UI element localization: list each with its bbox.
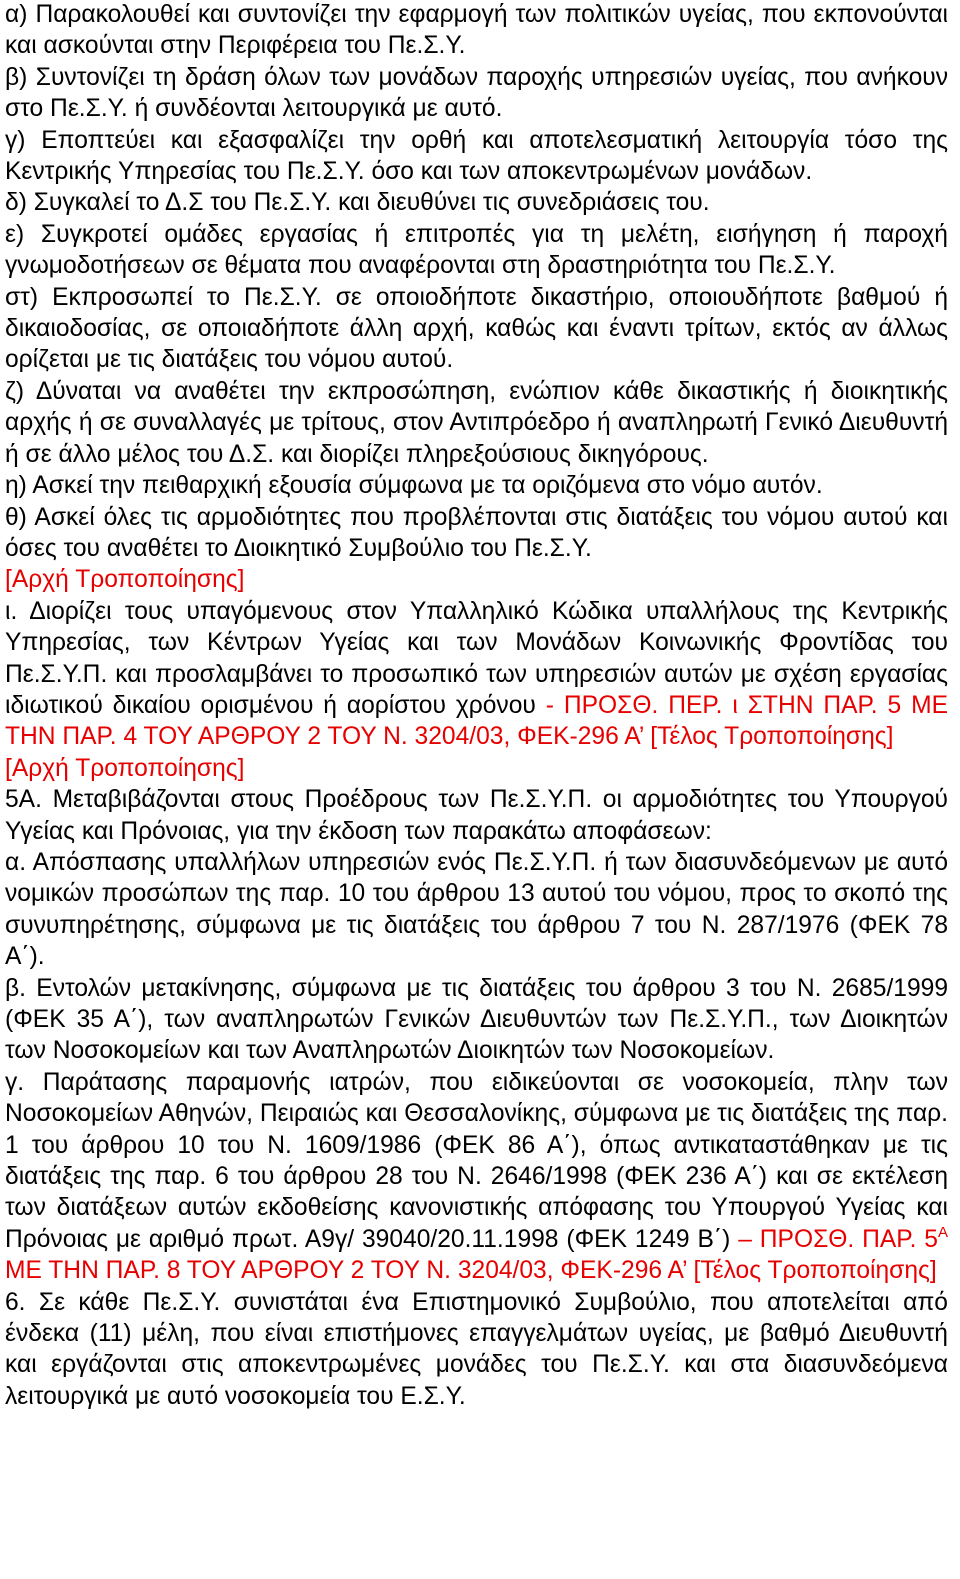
clause-zeta-text: ζ) Δύναται να αναθέτει την εκπροσώπηση, ενώπιον κάθε δικαστικής ή διοικητικής αρχής ή σε συναλλαγές με τρίτους, στον Αντιπρόεδρο ή αναπληρωτή Γενικό Διευθυντή ή σε άλλο μέλος του Δ.Σ. και διορίζει πληρεξούσιους δικηγόρους.: [5, 377, 948, 468]
clause-theta-text: θ) Ασκεί όλες τις αρμοδιότητες που προβλέπονται στις διατάξεις του νόμου αυτού και όσες του αναθέτει το Διοικητικό Συμβούλιο του Πε.Σ.Υ.: [5, 503, 948, 562]
clause-iota-amendment-note: - ΠΡΟΣΘ. ΠΕΡ. ι ΣΤΗΝ ΠΑΡ. 5 ΜΕ ΤΗΝ ΠΑΡ. 4 ΤΟΥ ΑΡΘΡΟΥ 2 ΤΟΥ Ν. 3204/03, ΦΕΚ-296 Α’ [Τέλος Τροποποίησης]: [5, 691, 948, 751]
clause-beta: [5, 62, 948, 125]
amendment-start-marker-2: [5, 753, 948, 784]
clause-gamma: [5, 125, 948, 188]
item-gamma-amendment-superscript: Α: [937, 1223, 948, 1241]
amendment-start-text: [Αρχή Τροποποίησης]: [5, 566, 245, 594]
clause-eta-text: η) Ασκεί την πειθαρχική εξουσία σύμφωνα με τα οριζόμενα στο νόμο αυτόν.: [5, 472, 823, 500]
item-gamma-amendment-note: – ΠΡΟΣΘ. ΠΑΡ. 5: [738, 1225, 938, 1253]
item-gamma-amendment-note-end: ΜΕ ΤΗΝ ΠΑΡ. 8 ΤΟΥ ΑΡΘΡΟΥ 2 ΤΟΥ Ν. 3204/03, ΦΕΚ-296 Α’ [Τέλος Τροποποίησης]: [5, 1257, 937, 1285]
paragraph-6-text: 6. Σε κάθε Πε.Σ.Υ. συνιστάται ένα Επιστημονικό Συμβούλιο, που αποτελείται από ένδεκα (11) μέλη, που είναι επιστήμονες επαγγελμάτων υγείας, με βαθμό Διευθυντή και εργάζονται στις αποκεντρωμένες μονάδες του Πε.Σ.Υ. και στα διασυνδεόμενα λειτουργικά με αυτό νοσοκομεία του Ε.Σ.Υ.: [5, 1288, 948, 1410]
clause-iota: [5, 596, 948, 753]
clause-delta-text: δ) Συγκαλεί το Δ.Σ του Πε.Σ.Υ. και διευθύνει τις συνεδριάσεις του.: [5, 189, 710, 217]
clause-st: [5, 282, 948, 376]
clause-theta: [5, 502, 948, 565]
paragraph-5a: [5, 784, 948, 847]
amendment-start-text-2: [Αρχή Τροποποίησης]: [5, 754, 245, 782]
clause-beta-text: β) Συντονίζει τη δράση όλων των μονάδων παροχής υπηρεσιών υγείας, που ανήκουν στο Πε.Σ.Υ. ή συνδέονται λειτουργικά με αυτό.: [5, 63, 948, 123]
item-beta: [5, 973, 948, 1067]
item-gamma: [5, 1067, 948, 1287]
paragraph-6: [5, 1287, 948, 1413]
clause-epsilon-text: ε) Συγκροτεί ομάδες εργασίας ή επιτροπές για τη μελέτη, εισήγηση ή παροχή γνωμοδοτήσεων σε θέματα που αναφέρονται στη δραστηριότητα του Πε.Σ.Υ.: [5, 220, 948, 280]
clause-alpha: [5, 0, 948, 62]
clause-alpha-text: α) Παρακολουθεί και συντονίζει την εφαρμογή των πολιτικών υγείας, που εκπονούνται και ασκούνται στην Περιφέρεια του Πε.Σ.Υ.: [5, 1, 948, 60]
clause-gamma-text: γ) Εποπτεύει και εξασφαλίζει την ορθή και αποτελεσματική λειτουργία τόσο της Κεντρικής Υπηρεσίας του Πε.Σ.Υ. όσο και των αποκεντρωμένων μονάδων.: [5, 126, 948, 186]
item-gamma-text: γ. Παράτασης παραμονής ιατρών, που ειδικεύονται σε νοσοκομεία, πλην των Νοσοκομείων Αθηνών, Πειραιώς και Θεσσαλονίκης, σύμφωνα με τις διατάξεις της παρ. 1 του άρθρου 10 του Ν. 1609/1986 (ΦΕΚ 86 Α΄), όπως αντικαταστάθηκαν με τις διατάξεις της παρ. 6 του άρθρου 28 του Ν. 2646/1998 (ΦΕΚ 236 Α΄) και σε εκτέλεση των διατάξεων αυτών εκδοθείσης κανονιστικής απόφασης του Υπουργού Υγείας και Πρόνοιας με αριθμό πρωτ. Α9γ/ 39040/20.11.1998 (ΦΕΚ 1249 Β΄): [5, 1068, 948, 1253]
clause-zeta: [5, 376, 948, 470]
clause-epsilon: [5, 219, 948, 282]
clause-st-text: στ) Εκπροσωπεί το Πε.Σ.Υ. σε οποιοδήποτε δικαστήριο, οποιουδήποτε βαθμού ή δικαιοδοσίας, σε οποιαδήποτε άλλη αρχή, καθώς και έναντι τρίτων, εκτός αν άλλως ορίζεται με τις διατάξεις του νόμου αυτού.: [5, 283, 948, 374]
clause-delta: [5, 187, 948, 218]
paragraph-5a-text: 5Α. Μεταβιβάζονται στους Προέδρους των Πε.Σ.Υ.Π. οι αρμοδιότητες του Υπουργού Υγείας και Πρόνοιας, για την έκδοση των παρακάτω αποφάσεων:: [5, 786, 948, 845]
clause-eta: [5, 470, 948, 501]
amendment-start-marker: [5, 564, 948, 595]
item-beta-text: β. Εντολών μετακίνησης, σύμφωνα με τις διατάξεις του άρθρου 3 του Ν. 2685/1999 (ΦΕΚ 35 Α΄), των αναπληρωτών Γενικών Διευθυντών των Πε.Σ.Υ.Π., των Διοικητών των Νοσοκομείων και των Αναπληρωτών Διοικητών των Νοσοκομείων.: [5, 974, 948, 1065]
item-alpha: [5, 847, 948, 973]
item-alpha-text: α. Απόσπασης υπαλλήλων υπηρεσιών ενός Πε.Σ.Υ.Π. ή των διασυνδεόμενων με αυτό νομικών προσώπων της παρ. 10 του άρθρου 13 αυτού του νόμου, προς το σκοπό της συνυπηρέτησης, σύμφωνα με τις διατάξεις του άρθρου 7 του Ν. 287/1976 (ΦΕΚ 78 Α΄).: [5, 848, 948, 971]
clause-iota-text: ι. Διορίζει τους υπαγόμενους στον Υπαλληλικό Κώδικα υπαλλήλους της Κεντρικής Υπηρεσίας, των Κέντρων Υγείας και των Μονάδων Κοινωνικής Φροντίδας του Πε.Σ.Υ.Π. και προσλαμβάνει το προσωπικό των υπηρεσιών αυτών με σχέση εργασίας ιδιωτικού δικαίου ορισμένου ή αορίστου χρόνου: [5, 597, 948, 719]
